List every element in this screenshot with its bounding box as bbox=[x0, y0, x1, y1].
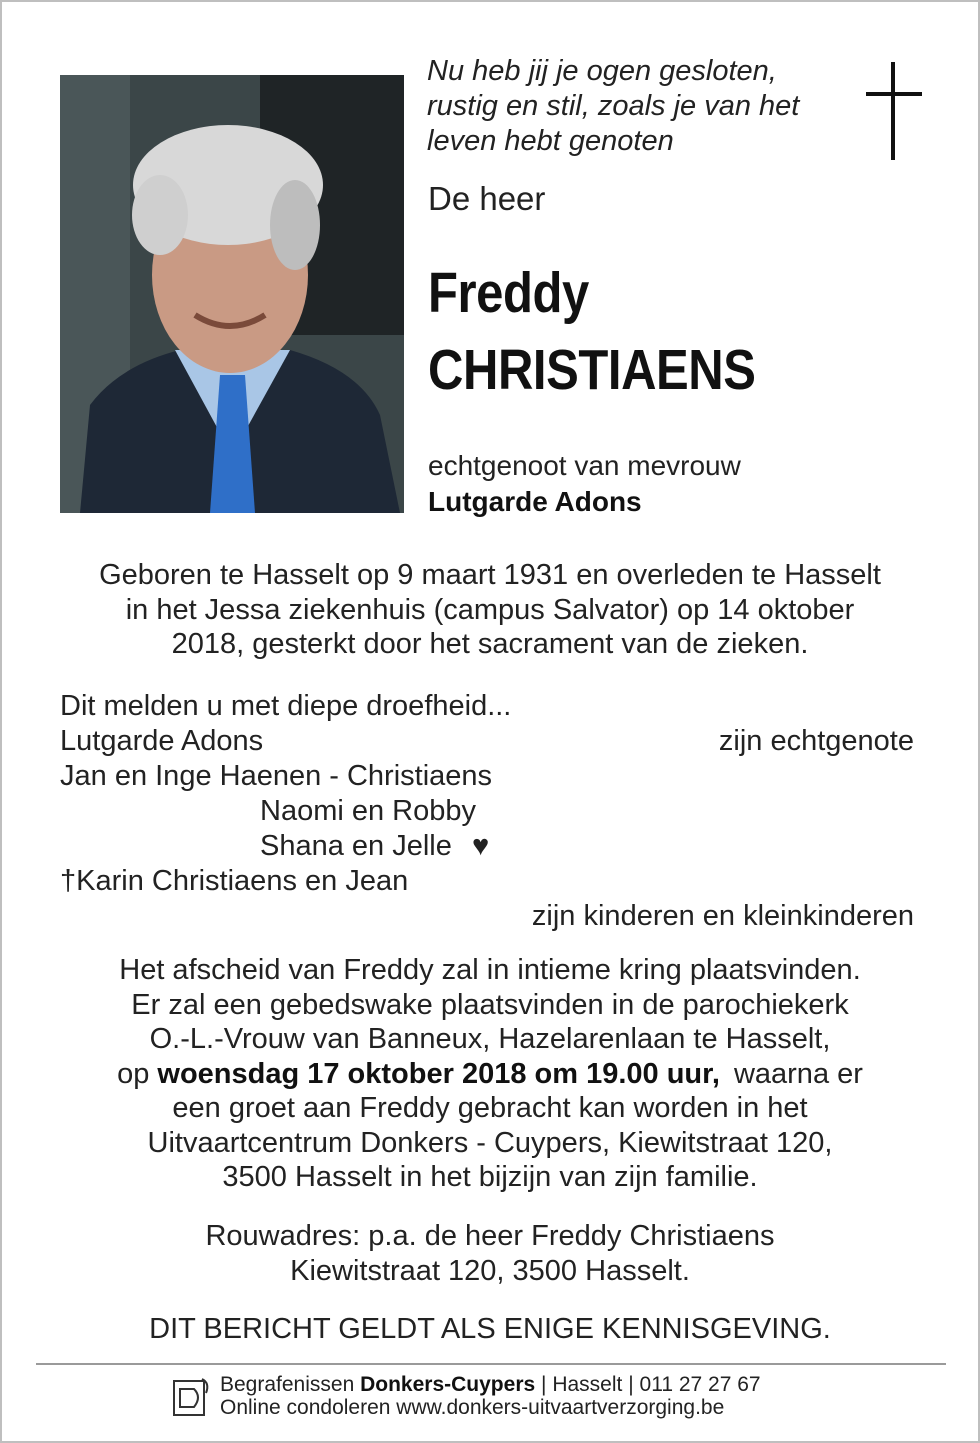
farewell-line: O.-L.-Vrouw van Banneux, Hazelarenlaan te Hasselt, bbox=[149, 1023, 831, 1055]
birth-line: 2018, gesterkt door het sacrament van de zieken. bbox=[171, 628, 809, 660]
poem-line: leven hebt genoten bbox=[427, 125, 674, 157]
footer-line-1 bbox=[220, 1373, 761, 1396]
poem-line: rustig en stil, zoals je van het bbox=[427, 90, 800, 122]
farewell-line: een groet aan Freddy gebracht kan worden in het bbox=[172, 1092, 808, 1124]
farewell-date: woensdag 17 oktober 2018 om 19.00 uur, bbox=[157, 1057, 720, 1090]
deceased-first-name: Freddy bbox=[428, 261, 589, 325]
condolence-address bbox=[2, 1219, 978, 1288]
address-line: Kiewitstraat 120, 3500 Hasselt. bbox=[290, 1254, 690, 1287]
family-child-deceased: †Karin Christiaens en Jean bbox=[60, 865, 409, 897]
family-child: Jan en Inge Haenen - Christiaens bbox=[60, 760, 493, 792]
funeral-home-logo-icon bbox=[172, 1375, 212, 1419]
farewell-date-line bbox=[2, 1057, 978, 1092]
farewell-post: waarna er bbox=[733, 1057, 863, 1090]
birth-line: in het Jessa ziekenhuis (campus Salvator) op 14 oktober bbox=[125, 593, 855, 626]
farewell-pre: op bbox=[117, 1057, 150, 1090]
family-grandchild-names: Shana en Jelle bbox=[260, 830, 452, 862]
official-notice bbox=[2, 1312, 978, 1347]
family-intro: Dit melden u met diepe droefheid... bbox=[60, 690, 512, 722]
farewell-line: Er zal een gebedswake plaatsvinden in de parochiekerk bbox=[131, 988, 849, 1021]
footer-city: Hasselt bbox=[552, 1373, 623, 1396]
footer bbox=[220, 1373, 761, 1419]
portrait-photo bbox=[60, 75, 404, 513]
farewell-text bbox=[2, 953, 978, 1195]
footer-website: Online condoleren www.donkers-uitvaartverzorging.be bbox=[220, 1396, 725, 1419]
birth-line: Geboren te Hasselt op 9 maart 1931 en overleden te Hasselt bbox=[99, 559, 881, 591]
family-wife-role: zijn echtgenote bbox=[718, 725, 914, 757]
family-grandchild: Naomi en Robby bbox=[260, 795, 476, 827]
deceased-last-name: CHRISTIAENS bbox=[428, 338, 756, 402]
family-children-role: zijn kinderen en kleinkinderen bbox=[531, 900, 914, 932]
farewell-line: Uitvaartcentrum Donkers - Cuypers, Kiewitstraat 120, bbox=[147, 1126, 833, 1159]
spouse-relation: echtgenoot van mevrouw bbox=[428, 450, 741, 481]
birth-death-text bbox=[2, 558, 978, 662]
heart-icon: ♥ bbox=[471, 830, 490, 862]
spouse-name: Lutgarde Adons bbox=[428, 486, 642, 517]
cross-icon bbox=[862, 62, 924, 160]
address-line: Rouwadres: p.a. de heer Freddy Christiaens bbox=[205, 1220, 775, 1252]
salutation: De heer bbox=[428, 180, 546, 217]
portrait-illustration bbox=[60, 75, 404, 513]
family-wife-name: Lutgarde Adons bbox=[60, 725, 264, 757]
farewell-line: 3500 Hasselt in het bijzijn van zijn familie. bbox=[222, 1161, 758, 1193]
notice-text: DIT BERICHT GELDT ALS ENIGE KENNISGEVING. bbox=[149, 1313, 831, 1345]
footer-company: Donkers-Cuypers bbox=[360, 1373, 536, 1396]
farewell-line: Het afscheid van Freddy zal in intieme kring plaatsvinden. bbox=[119, 954, 861, 986]
poem-line: Nu heb jij je ogen gesloten, bbox=[427, 55, 777, 87]
footer-divider bbox=[36, 1363, 946, 1365]
poem bbox=[427, 54, 857, 159]
footer-separator: | bbox=[541, 1373, 547, 1396]
footer-prefix: Begrafenissen bbox=[220, 1373, 355, 1396]
footer-phone: 011 27 27 67 bbox=[639, 1373, 761, 1396]
family-grandchild bbox=[260, 829, 489, 863]
footer-separator: | bbox=[628, 1373, 634, 1396]
